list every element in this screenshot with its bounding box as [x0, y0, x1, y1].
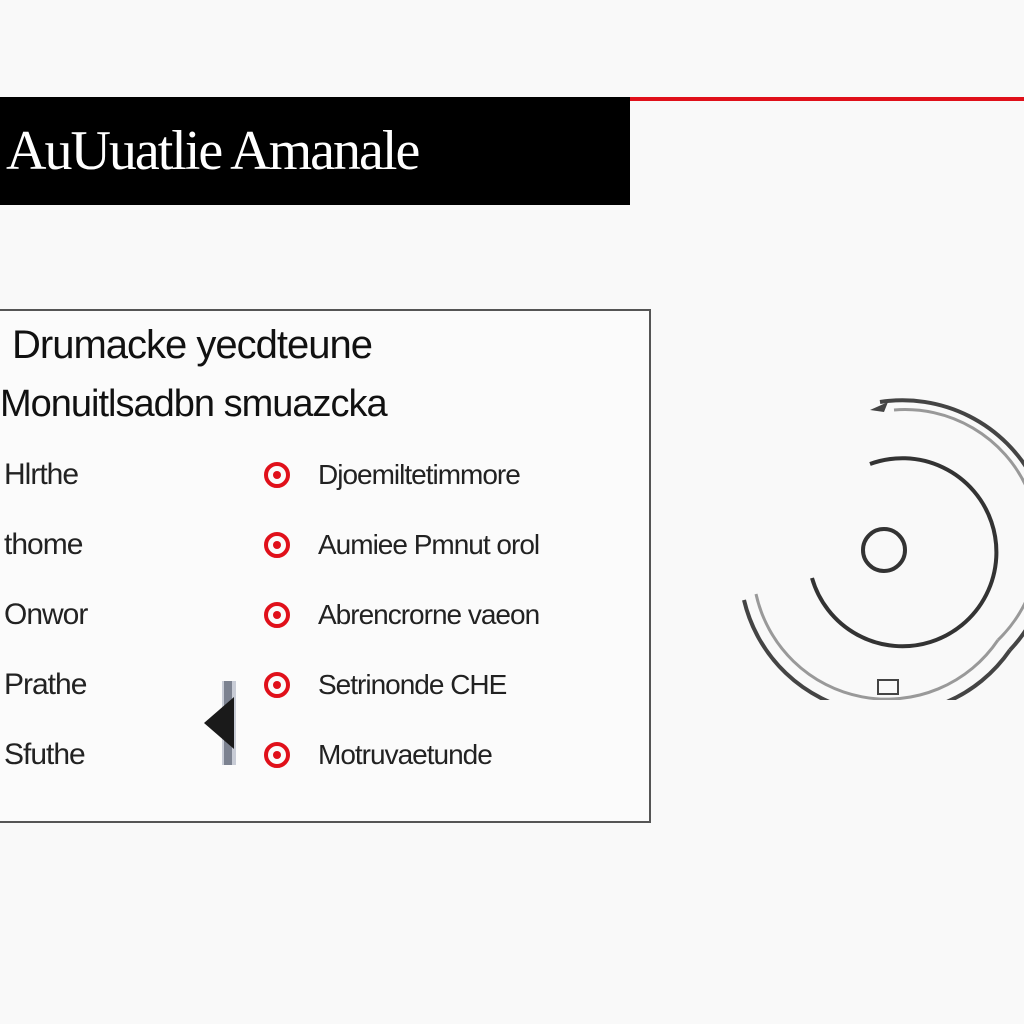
collapse-left-arrow-icon[interactable]: [200, 681, 240, 765]
panel-heading: Drumacke yecdteune: [12, 323, 372, 367]
option-label: Aumiee Pmnut orol: [318, 529, 540, 560]
option-item[interactable]: [264, 663, 539, 733]
page-title: AuUuatlie Amanale: [6, 120, 419, 182]
option-item[interactable]: [264, 733, 539, 803]
radio-button-icon[interactable]: [264, 462, 290, 488]
category-item[interactable]: Onwor: [4, 598, 88, 631]
settings-panel: [0, 309, 651, 823]
header-accent-line: [630, 97, 1024, 101]
category-item[interactable]: Hlrthe: [4, 458, 79, 491]
radio-button-icon[interactable]: [264, 602, 290, 628]
category-item[interactable]: Prathe: [4, 668, 87, 701]
option-item[interactable]: [264, 523, 539, 593]
option-label: Djoemiltetimmore: [318, 459, 520, 490]
radio-button-icon[interactable]: [264, 742, 290, 768]
option-item[interactable]: [264, 453, 539, 523]
radio-button-icon[interactable]: [264, 532, 290, 558]
category-list: [4, 453, 87, 803]
option-item[interactable]: [264, 593, 539, 663]
category-item[interactable]: Sfuthe: [4, 738, 85, 771]
category-item[interactable]: thome: [4, 528, 83, 561]
option-label: Abrencrorne vaeon: [318, 599, 540, 630]
option-label: Motruvaetunde: [318, 739, 492, 770]
option-label: Setrinonde CHE: [318, 669, 507, 700]
option-list: [264, 453, 539, 803]
radio-button-icon[interactable]: [264, 672, 290, 698]
panel-subheading: Monuitlsadbn smuazcka: [0, 383, 387, 425]
circular-dial-icon[interactable]: [730, 390, 1024, 700]
header-bar: [0, 97, 630, 205]
